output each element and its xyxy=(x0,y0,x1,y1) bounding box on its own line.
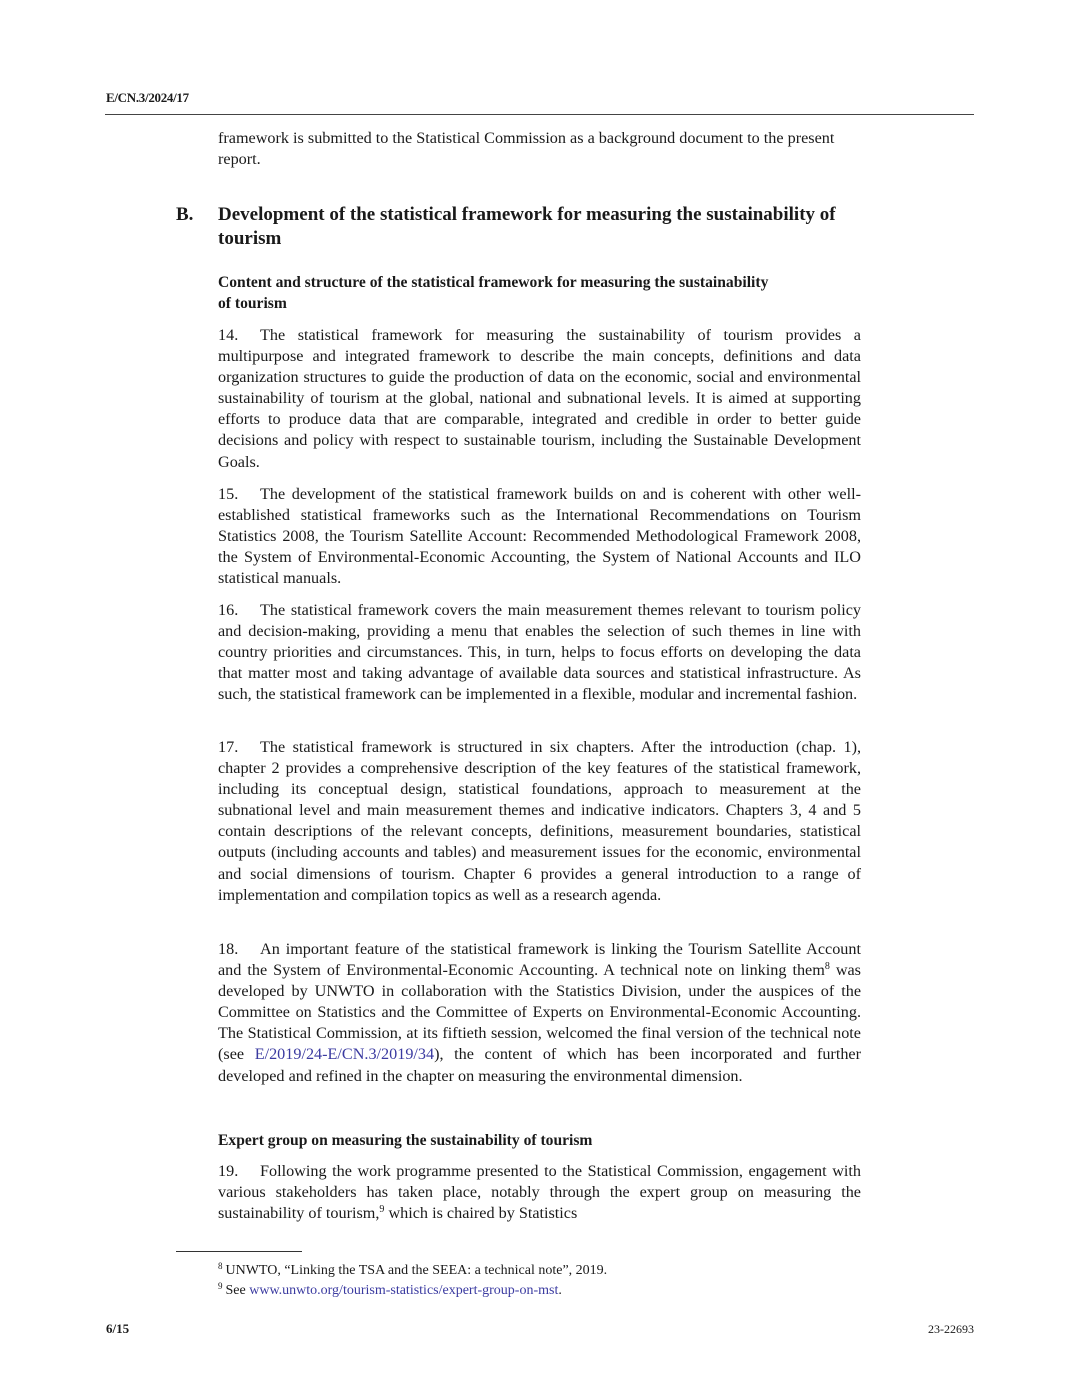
paragraph-15 xyxy=(218,484,861,589)
footnote-separator xyxy=(176,1251,302,1252)
page-number: 6/15 xyxy=(106,1321,130,1336)
paragraph-text: The development of the statistical framework builds on and is coherent with other well-established statistical frameworks such as the International Recommendations on Tourism Statistics 2008, the Tourism Satellite Account: Recommended Methodological Framework 2008, the System of Environmental-Economic Accounting, the System of National Accounts and ILO statistical manuals. xyxy=(218,485,861,588)
paragraph-text: The statistical framework for measuring the sustainability of tourism provides a multipurpose and integrated framework to describe the main concepts, definitions and data organization structures to guide the production of data on the economic, social and environmental sustainability of tourism at the global, national and subnational levels. It is aimed at supporting efforts to produce data that are comparable, integrated and credible in order to better guide decisions and policy with respect to sustainable tourism, including the Sustainable Development Goals. xyxy=(218,326,861,471)
section-letter: B. xyxy=(176,204,194,225)
paragraph-text: was developed by UNWTO in collaboration with the Statistics Division, under the auspices of the Committee on Statistics and the Committee of Experts on Environmental-Economic Accounting. The Statistical Commission, at its fiftieth session, welcomed the final version of the technical note (see xyxy=(218,961,861,1064)
footnote-text: . xyxy=(558,1283,562,1298)
paragraph-14 xyxy=(218,325,861,473)
paragraph-text: ), the content of which has been incorporated and further developed and refined in the chapter on measuring the environmental dimension. xyxy=(218,1045,861,1085)
section-title: Development of the statistical framework for measuring the sustainability of tourism xyxy=(218,204,836,249)
paragraph-text: Following the work programme presented to the Statistical Commission, engagement with various stakeholders has taken place, notably through the expert group on measuring the sustainability of tourism, xyxy=(218,1162,861,1223)
footnote-text: See xyxy=(225,1283,250,1298)
paragraph-number: 16. xyxy=(218,601,239,619)
footnote-marker: 9 xyxy=(218,1281,223,1291)
paragraph-18 xyxy=(218,939,861,1087)
paragraph-17 xyxy=(218,737,861,906)
footnote-url-link[interactable]: www.unwto.org/tourism-statistics/expert-group-on-mst xyxy=(249,1283,559,1298)
footnote-ref-9[interactable]: 9 xyxy=(379,1204,385,1216)
subsection-heading-content xyxy=(218,272,861,314)
paragraph-text: An important feature of the statistical framework is linking the Tourism Satellite Account and the System of Environmental-Economic Accounting. A technical note on linking them xyxy=(218,940,861,980)
subsection-heading-expert-group xyxy=(218,1130,861,1151)
footnote-ref-8[interactable]: 8 xyxy=(824,961,830,973)
paragraph-number: 18. xyxy=(218,940,239,958)
footnotes xyxy=(218,1261,607,1301)
footnote-text: UNWTO, “Linking the TSA and the SEEA: a technical note”, 2019. xyxy=(225,1263,608,1278)
job-number: 23-22693 xyxy=(928,1322,974,1336)
continuation-paragraph xyxy=(218,128,861,170)
paragraph-text: which is chaired by Statistics xyxy=(384,1204,578,1223)
paragraph-text: The statistical framework covers the main measurement themes relevant to tourism policy and decision-making, providing a menu that enables the selection of such themes in line with country priorities and circumstances. This, in turn, helps to focus efforts on developing the data that matter most and taking advantage of available data sources and statistical infrastructure. As such, the statistical framework can be implemented in a flexible, modular and incremental fashion. xyxy=(218,601,861,704)
continuation-text: framework is submitted to the Statistical Commission as a background document to the present report. xyxy=(218,129,835,169)
footnote-8 xyxy=(218,1261,607,1281)
subsection-title: Content and structure of the statistical framework for measuring the sustainability of tourism xyxy=(218,274,769,312)
subsection-title: Expert group on measuring the sustainability of tourism xyxy=(218,1132,593,1149)
paragraph-number: 14. xyxy=(218,326,239,344)
footnote-9 xyxy=(218,1281,607,1301)
paragraph-number: 15. xyxy=(218,485,239,503)
paragraph-16 xyxy=(218,600,861,705)
paragraph-19 xyxy=(218,1161,861,1224)
document-link[interactable]: E/2019/24-E/CN.3/2019/34 xyxy=(254,1045,435,1064)
paragraph-number: 17. xyxy=(218,738,239,756)
paragraph-number: 19. xyxy=(218,1162,239,1180)
footnote-marker: 8 xyxy=(218,1261,223,1271)
paragraph-text: The statistical framework is structured in six chapters. After the introduction (chap. 1), chapter 2 provides a comprehensive description of the key features of the statistical framework, including its conceptual design, statistical foundations, approach to measurement at the subnational level and main measurement themes and indicative indicators. Chapters 3, 4 and 5 contain descriptions of the relevant concepts, definitions, measurement boundaries, statistical outputs (including accounts and tables) and measurement issues for the economic, environmental and social dimensions of tourism. Chapter 6 provides a general introduction to a range of implementation and compilation topics as well as a research agenda. xyxy=(218,738,861,904)
document-symbol: E/CN.3/2024/17 xyxy=(106,90,189,105)
header-rule xyxy=(105,114,974,115)
